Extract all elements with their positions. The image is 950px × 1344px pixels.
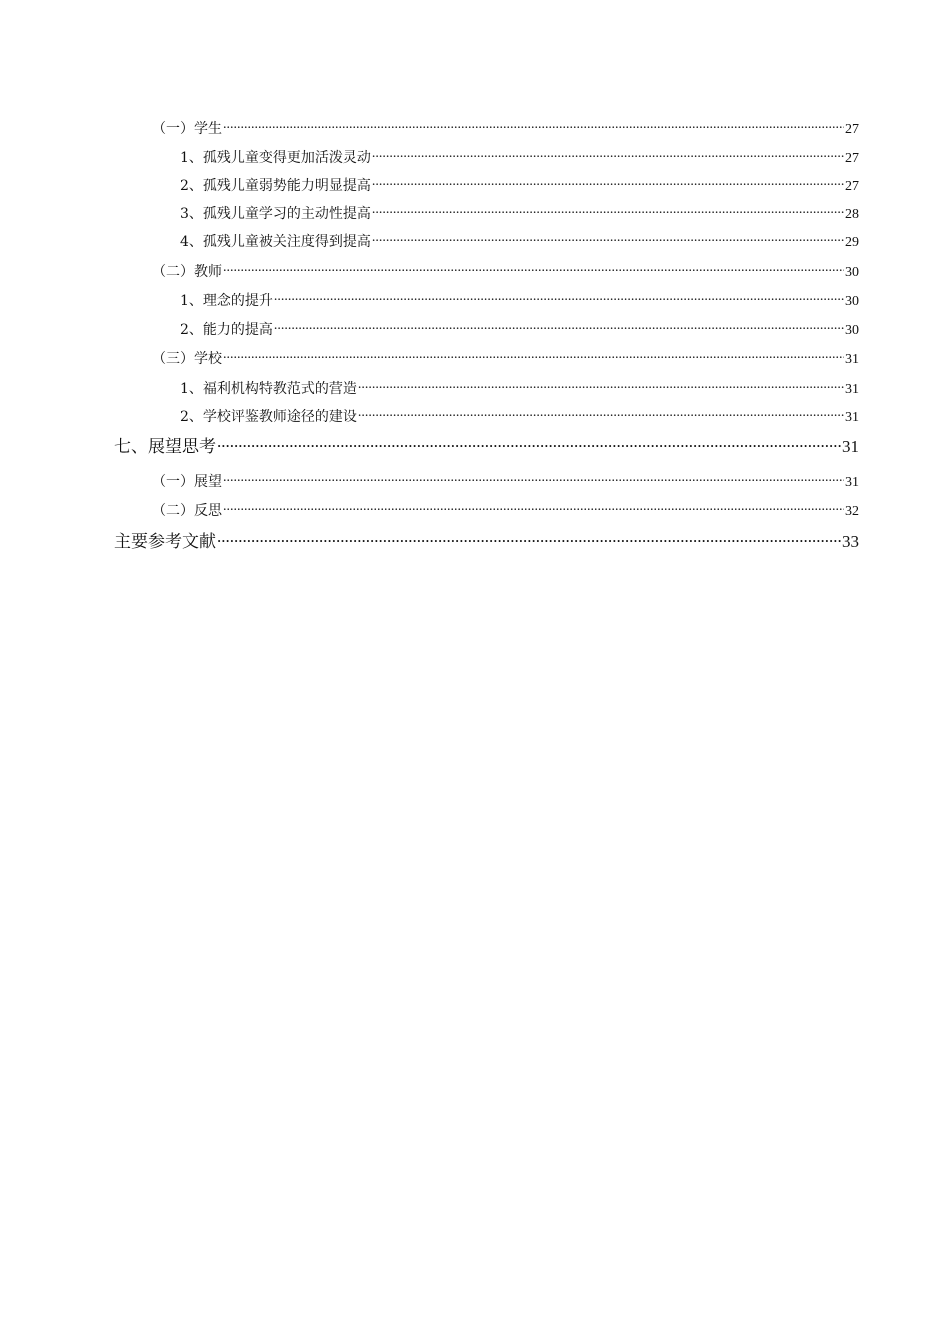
toc-entry[interactable] <box>180 378 859 400</box>
toc-entry-chapter[interactable] <box>114 434 859 460</box>
toc-entry-title: 2、能力的提高 <box>180 322 273 338</box>
toc-entry-title: （一）学生 <box>152 121 222 137</box>
toc-page-number: 27 <box>845 122 859 137</box>
toc-page-number: 30 <box>845 265 859 280</box>
toc-entry-title: （三）学校 <box>152 351 222 367</box>
toc-entry-title: 2、孤残儿童弱势能力明显提高 <box>180 178 371 194</box>
toc-dot-leader <box>217 530 841 547</box>
toc-entry-title: 1、理念的提升 <box>180 293 273 309</box>
toc-page-number: 31 <box>845 382 859 397</box>
toc-entry[interactable] <box>180 290 859 312</box>
toc-entry-title: 1、福利机构特教范式的营造 <box>180 381 357 397</box>
toc-dot-leader <box>223 262 844 276</box>
toc-page-number: 27 <box>845 151 859 166</box>
toc-dot-leader <box>274 291 844 305</box>
toc-page-number: 30 <box>845 294 859 309</box>
toc-page-number: 27 <box>845 179 859 194</box>
toc-entry-title: 主要参考文献 <box>114 532 216 552</box>
toc-entry[interactable] <box>152 348 859 370</box>
toc-dot-leader <box>358 407 844 421</box>
toc-dot-leader <box>372 204 844 218</box>
toc-entry-chapter[interactable] <box>114 529 859 555</box>
toc-page-number: 28 <box>845 207 859 222</box>
toc-entry-title: 2、学校评鉴教师途径的建设 <box>180 409 357 425</box>
toc-dot-leader <box>372 148 844 162</box>
toc-entry[interactable] <box>152 471 859 493</box>
toc-entry[interactable] <box>152 500 859 522</box>
toc-dot-leader <box>372 176 844 190</box>
toc-entry-title: （一）展望 <box>152 474 222 490</box>
toc-entry[interactable] <box>180 406 859 428</box>
toc-page-number: 29 <box>845 235 859 250</box>
toc-dot-leader <box>217 435 841 452</box>
toc-entry[interactable] <box>180 203 859 225</box>
toc-entry[interactable] <box>180 231 859 253</box>
toc-entry[interactable] <box>180 175 859 197</box>
toc-entry[interactable] <box>180 147 859 169</box>
toc-page-number: 31 <box>845 475 859 490</box>
toc-dot-leader <box>223 119 844 133</box>
toc-dot-leader <box>223 472 844 486</box>
toc-page-number: 30 <box>845 323 859 338</box>
toc-page-number: 33 <box>842 532 859 551</box>
toc-dot-leader <box>223 501 844 515</box>
toc-dot-leader <box>223 349 844 363</box>
toc-dot-leader <box>274 320 844 334</box>
toc-page-number: 31 <box>842 437 859 456</box>
toc-entry-title: 七、展望思考 <box>114 437 216 457</box>
toc-page-number: 32 <box>845 504 859 519</box>
toc-entry-title: 1、孤残儿童变得更加活泼灵动 <box>180 150 371 166</box>
toc-entry[interactable] <box>152 261 859 283</box>
toc-page-number: 31 <box>845 352 859 367</box>
toc-entry[interactable] <box>152 118 859 140</box>
toc-entry-title: （二）教师 <box>152 264 222 280</box>
toc-entry-title: 4、孤残儿童被关注度得到提高 <box>180 234 371 250</box>
toc-dot-leader <box>372 232 844 246</box>
toc-page-number: 31 <box>845 410 859 425</box>
toc-entry-title: （二）反思 <box>152 503 222 519</box>
toc-entry-title: 3、孤残儿童学习的主动性提高 <box>180 206 371 222</box>
toc-dot-leader <box>358 379 844 393</box>
toc-entry[interactable] <box>180 319 859 341</box>
